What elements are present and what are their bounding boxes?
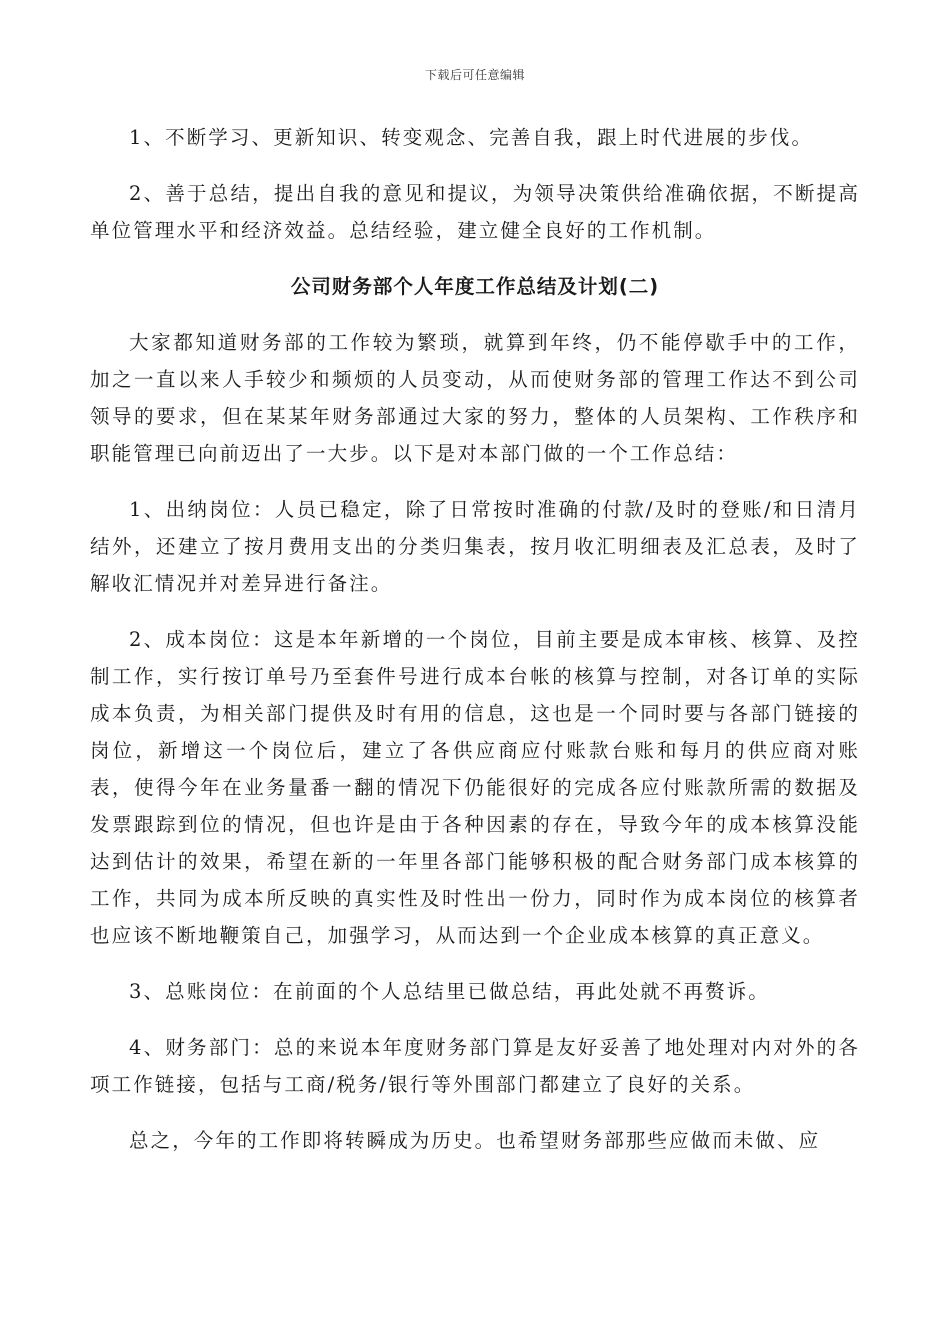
paragraph-gap	[90, 1010, 860, 1029]
finance-dept-paragraph: 4、财务部门：总的来说本年度财务部门算是友好妥善了地处理对内对外的各项工作链接，包括与工商/税务/银行等外围部门都建立了良好的关系。	[90, 1036, 860, 1096]
ledger-paragraph: 3、总账岗位：在前面的个人总结里已做总结，再此处就不再赘诉。	[129, 980, 770, 1003]
section-title: 公司财务部个人年度工作总结及计划(二)	[290, 275, 660, 298]
paragraph-gap	[90, 602, 860, 621]
paragraph-item-1: 1、不断学习、更新知识、转变观念、完善自我，跟上时代进展的步伐。	[129, 126, 814, 149]
paragraph-gap	[90, 954, 860, 973]
page-header-note: 下载后可任意编辑	[424, 68, 525, 82]
summary-paragraph: 总之，今年的工作即将转瞬成为历史。也希望财务部那些应做而未做、应	[129, 1129, 821, 1152]
paragraph-gap	[90, 472, 860, 491]
paragraph-gap	[90, 305, 860, 324]
paragraph-gap	[90, 156, 860, 175]
cost-paragraph: 2、成本岗位：这是本年新增的一个岗位，目前主要是成本审核、核算、及控制工作，实行按订单号乃至套件号进行成本台帐的核算与控制，对各订单的实际成本负责，为相关部门提供及时有用的信息，这也是一个同时要与各部门链接的岗位，新增这一个岗位后，建立了各供应商应付账款台账和每月的供应商对账表，使得今年在业务量番一翻的情况下仍能很好的完成各应付账款所需的数据及发票跟踪到位的情况，但也许是由于各种因素的存在，导致今年的成本核算没能达到估计的效果，希望在新的一年里各部门能够积极的配合财务部门成本核算的工作，共同为成本所反映的真实性及时性出一份力，同时作为成本岗位的核算者也应该不断地鞭策自己，加强学习，从而达到一个企业成本核算的真正意义。	[90, 628, 860, 947]
paragraph-gap	[90, 249, 860, 268]
paragraph-item-2: 2、善于总结，提出自我的意见和提议，为领导决策供给准确依据，不断提高单位管理水平和经济效益。总结经验，建立健全良好的工作机制。	[90, 182, 860, 242]
intro-paragraph: 大家都知道财务部的工作较为繁琐，就算到年终，仍不能停歇手中的工作，加之一直以来人手较少和频烦的人员变动，从而使财务部的管理工作达不到公司领导的要求，但在某某年财务部通过大家的努力，整体的人员架构、工作秩序和职能管理已向前迈出了一大步。以下是对本部门做的一个工作总结：	[90, 331, 860, 465]
cashier-paragraph: 1、出纳岗位：人员已稳定，除了日常按时准确的付款/及时的登账/和日清月结外，还建立了按月费用支出的分类归集表，按月收汇明细表及汇总表，及时了解收汇情况并对差异进行备注。	[90, 498, 860, 595]
paragraph-gap	[90, 1103, 860, 1122]
document-body	[90, 119, 860, 1159]
